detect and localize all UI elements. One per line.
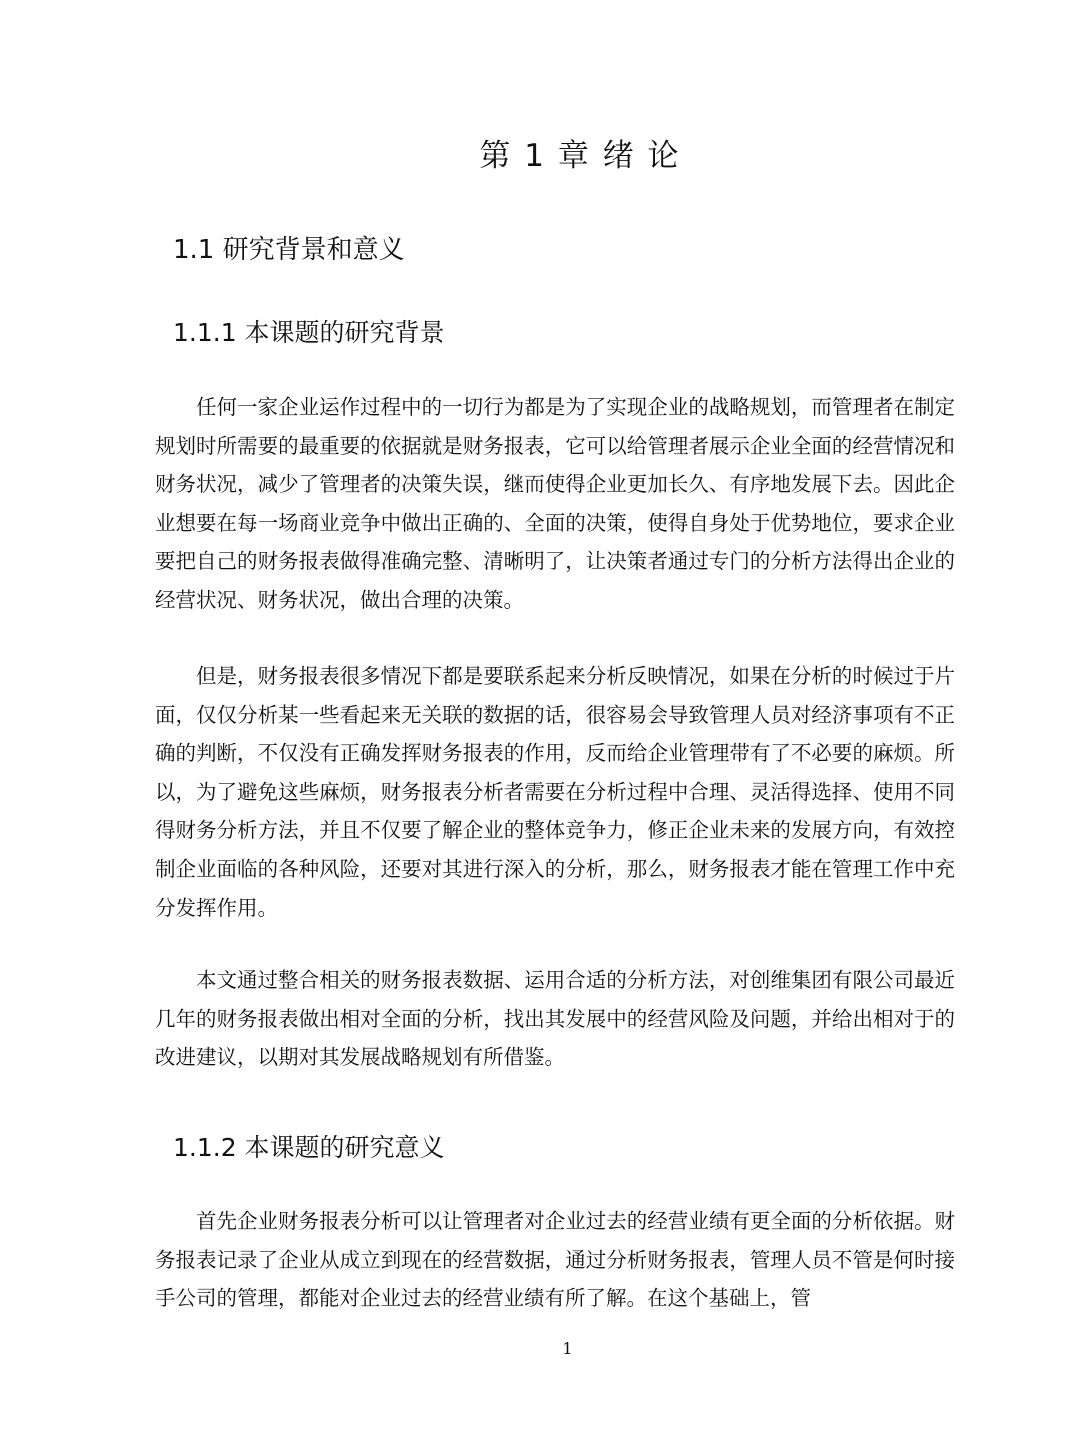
paragraph-significance-1: 首先企业财务报表分析可以让管理者对企业过去的经营业绩有更全面的分析依据。财务报表记录了企业从成立到现在的经营数据，通过分析财务报表，管理人员不管是何时接手公司的管理，都能对企业过去的经营业绩有所了解。在这个基础上，管 [155,1209,955,1311]
section-heading-1-1-2: 1.1.2 本课题的研究意义 [173,1133,445,1162]
section-heading-1-1-1: 1.1.1 本课题的研究背景 [173,318,445,347]
page-number: 1 [562,1339,573,1358]
paragraph-background-3: 本文通过整合相关的财务报表数据、运用合适的分析方法，对创维集团有限公司最近几年的财务报表做出相对全面的分析，找出其发展中的经营风险及问题，并给出相对于的改进建议，以期对其发展战略规划有所借鉴。 [155,968,955,1070]
section-heading-1-1: 1.1 研究背景和意义 [173,235,405,265]
paragraph-background-1: 任何一家企业运作过程中的一切行为都是为了实现企业的战略规划，而管理者在制定规划时所需要的最重要的依据就是财务报表，它可以给管理者展示企业全面的经营情况和财务状况，减少了管理者的决策失误，继而使得企业更加长久、有序地发展下去。因此企业想要在每一场商业竞争中做出正确的、全面的决策，使得自身处于优势地位，要求企业要把自己的财务报表做得准确完整、清晰明了，让决策者通过专门的分析方法得出企业的经营状况、财务状况，做出合理的决策。 [155,395,955,612]
paragraph-background-2: 但是，财务报表很多情况下都是要联系起来分析反映情况，如果在分析的时候过于片面，仅仅分析某一些看起来无关联的数据的话，很容易会导致管理人员对经济事项有不正确的判断，不仅没有正确发挥财务报表的作用，反而给企业管理带有了不必要的麻烦。所以，为了避免这些麻烦，财务报表分析者需要在分析过程中合理、灵活得选择、使用不同得财务分析方法，并且不仅要了解企业的整体竞争力，修正企业未来的发展方向，有效控制企业面临的各种风险，还要对其进行深入的分析，那么，财务报表才能在管理工作中充分发挥作用。 [155,664,955,920]
chapter-title: 第 1 章 绪 论 [479,138,681,174]
